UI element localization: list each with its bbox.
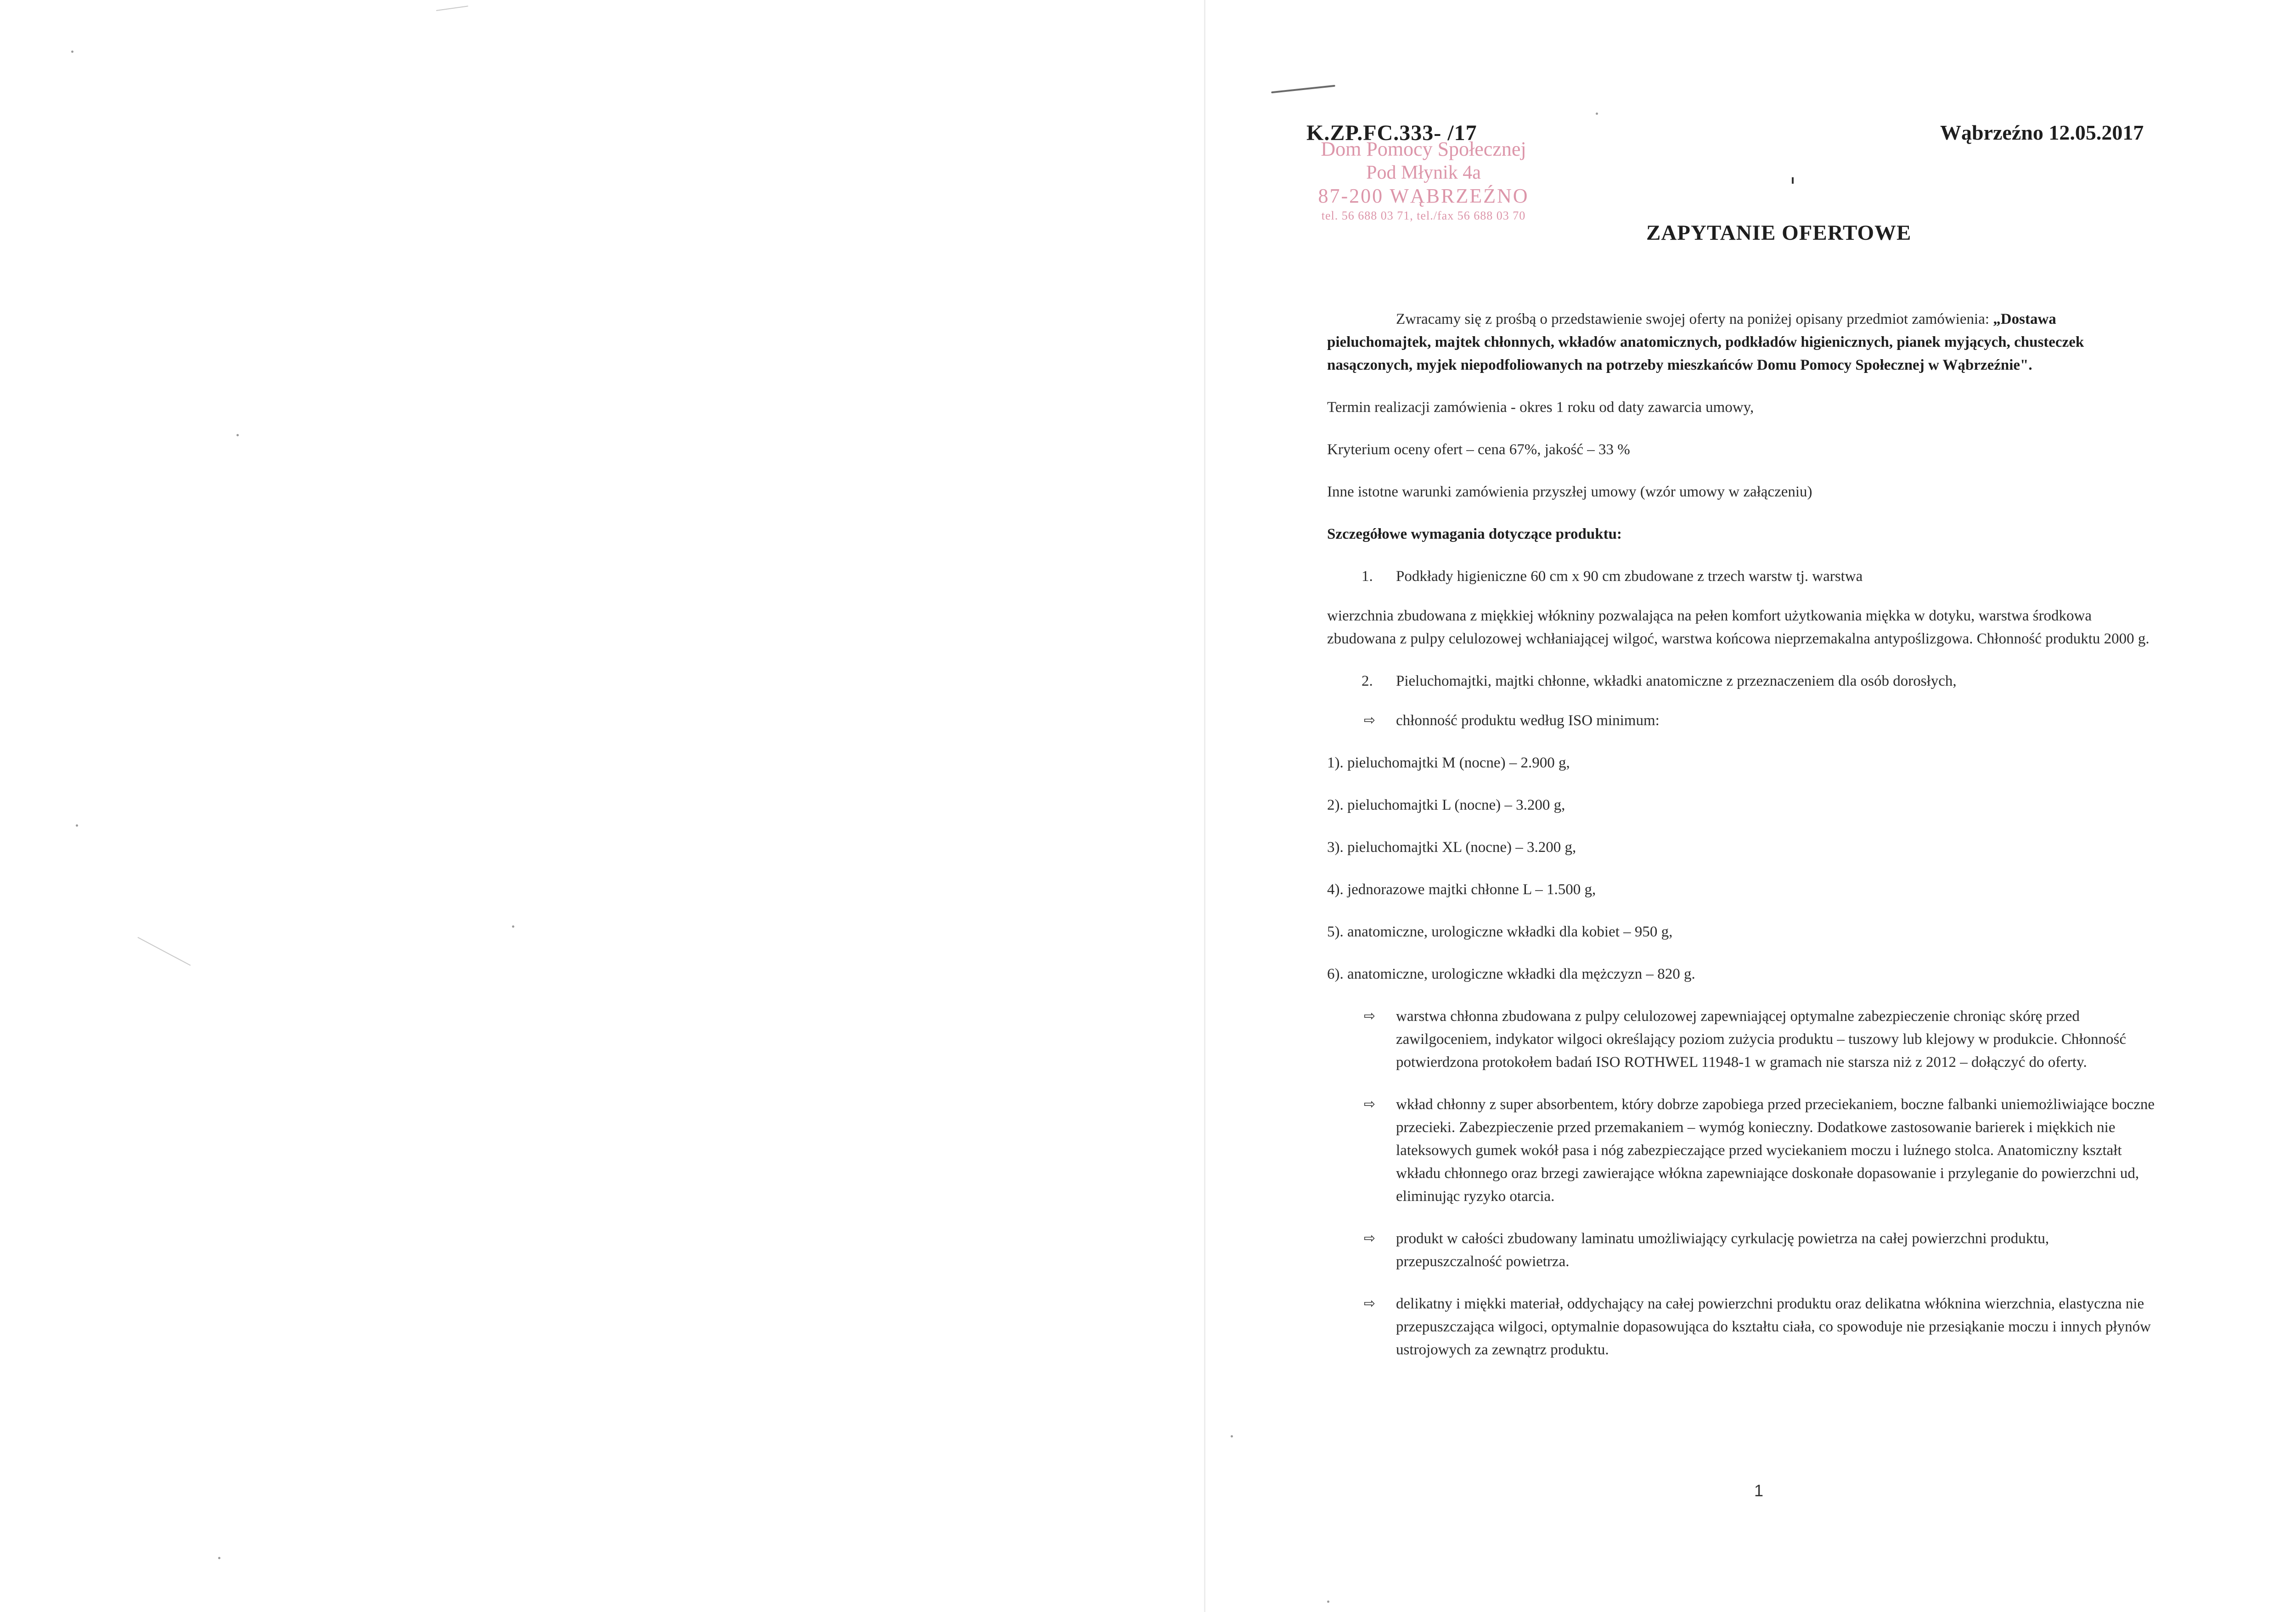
requirement-item-2: [1327, 670, 2158, 693]
stamp-line-street: Pod Młynik 4a: [1366, 162, 1481, 183]
stamp-line-city: 87-200 WĄBRZEŹNO: [1318, 185, 1529, 207]
bullet-text: delikatny i miękki materiał, oddychający na całej powierzchni produktu oraz delikatna włóknina wierzchnia, elastyczna nie przepuszczająca wilgoci, optymalnie dopasowująca do kształtu ciała, co spowoduje nie przesiąkanie moczu i innych płynów ustrojowych za zewnątrz produktu.: [1396, 1296, 2151, 1358]
arrow-bullet-icon: ⇨: [1364, 1230, 1376, 1246]
scan-speck: [236, 434, 239, 436]
material-bullet: [1327, 1292, 2158, 1361]
intro-subject: „Dostawa pieluchomajtek, majtek chłonnych, wkładów anatomicznych, podkładów higienicznych, pianek myjących, chusteczek nasączonych, myjek niepodfoliowanych na potrzeby mieszkańców Domu Pomocy Społecznej w Wąbrzeźnie".: [1327, 311, 2084, 373]
arrow-bullet-icon: ⇨: [1364, 1096, 1376, 1112]
intro-paragraph: [1327, 308, 2158, 377]
layer-bullet: [1327, 1005, 2158, 1074]
bullet-text: produkt w całości zbudowany laminatu umożliwiający cyrkulację powietrza na całej powierzchni produktu, przepuszczalność powietrza.: [1396, 1230, 2049, 1270]
page-number: 1: [1754, 1481, 1764, 1500]
arrow-bullet-icon: ⇨: [1364, 1008, 1376, 1024]
item-text: Podkłady higieniczne 60 cm x 90 cm zbudowane z trzech warstw tj. warstwa: [1396, 568, 1863, 585]
reference-number: K.ZP.FC.333- /17: [1306, 121, 1477, 145]
absorbency-bullet: [1327, 709, 2158, 732]
criteria-line: Kryterium oceny ofert – cena 67%, jakość – 33 %: [1327, 441, 1630, 458]
document-body: [1327, 308, 2158, 1381]
requirement-item-1: [1327, 565, 2158, 588]
stamp-line-name: Dom Pomocy Społecznej: [1321, 138, 1526, 160]
scan-speck: [1231, 1435, 1233, 1437]
pen-tick: [1792, 177, 1794, 184]
bullet-text: wkład chłonny z super absorbentem, który dobrze zapobiega przed przeciekaniem, boczne falbanki uniemożliwiające boczne przecieki. Zabezpieczenie przed przemakaniem – wymóg konieczny. Dodatkowe zastosowanie barierek i miękkich nie lateksowych gumek wokół pasa i nóg zabezpieczające przed wyciekaniem moczu i luźnego stolca. Anatomiczny kształt wkładu chłonnego oraz brzegi zawierające włókna zapewniające doskonałe dopasowanie i przyleganie do powierzchni ud, eliminując ryzyko otarcia.: [1396, 1096, 2155, 1205]
arrow-bullet-icon: ⇨: [1364, 712, 1376, 728]
item-number: 2.: [1362, 673, 1373, 689]
intro-plain: Zwracamy się z prośbą o przedstawienie swojej oferty na poniżej opisany przedmiot zamówienia:: [1396, 311, 1993, 327]
absorbency-item: 5). anatomiczne, urologiczne wkładki dla kobiet – 950 g,: [1327, 924, 1673, 940]
absorbency-item: 4). jednorazowe majtki chłonne L – 1.500 g,: [1327, 881, 1596, 898]
scan-speck: [1327, 1601, 1329, 1603]
item-text: Pieluchomajtki, majtki chłonne, wkładki anatomiczne z przeznaczeniem dla osób dorosłych,: [1396, 673, 1957, 689]
item-number: 1.: [1362, 568, 1373, 585]
item-1-continuation: wierzchnia zbudowana z miękkiej włókniny pozwalająca na pełen komfort użytkowania miękka w dotyku, warstwa środkowa zbudowana z pulpy celulozowej wchłaniającej wilgoć, warstwa końcowa nieprzemakalna antypoślizgowa. Chłonność produktu 2000 g.: [1327, 608, 2150, 647]
absorbency-item: 1). pieluchomajtki M (nocne) – 2.900 g,: [1327, 755, 1570, 771]
requirements-heading: Szczegółowe wymagania dotyczące produktu:: [1327, 526, 1622, 542]
pen-mark: [1271, 85, 1335, 94]
place-date: Wąbrzeźno 12.05.2017: [1940, 121, 2144, 144]
absorbency-list: [1327, 751, 2158, 986]
scan-speck: [1596, 113, 1598, 115]
page-edge: [1204, 0, 1205, 1612]
scan-speck: [76, 824, 78, 827]
document-title: ZAPYTANIE OFERTOWE: [1646, 221, 1912, 245]
arrow-bullet-icon: ⇨: [1364, 1296, 1376, 1312]
term-line: Termin realizacji zamówienia - okres 1 roku od daty zawarcia umowy,: [1327, 399, 1754, 416]
institution-stamp: [1286, 138, 1561, 224]
laminate-bullet: [1327, 1227, 2158, 1273]
scan-speck: [218, 1557, 220, 1559]
conditions-line: Inne istotne warunki zamówienia przyszłej umowy (wzór umowy w załączeniu): [1327, 484, 1812, 500]
insert-bullet: [1327, 1093, 2158, 1208]
absorbency-item: 6). anatomiczne, urologiczne wkładki dla mężczyzn – 820 g.: [1327, 966, 1695, 982]
bullet-text: warstwa chłonna zbudowana z pulpy celulozowej zapewniającej optymalne zabezpieczenie chroniąc skórę przed zawilgoceniem, indykator wilgoci określający poziom zużycia produktu – tuszowy lub klejowy w produkcie. Chłonność potwierdzona protokołem badań ISO ROTHWEL 11948-1 w gramach nie starsza niż z 2012 – dołączyć do oferty.: [1396, 1008, 2127, 1071]
scan-speck: [71, 51, 73, 53]
scan-speck: [512, 925, 514, 928]
stamp-line-phone: tel. 56 688 03 71, tel./fax 56 688 03 70: [1321, 209, 1526, 222]
bullet-text: chłonność produktu według ISO minimum:: [1396, 712, 1660, 729]
absorbency-item: 2). pieluchomajtki L (nocne) – 3.200 g,: [1327, 797, 1565, 813]
absorbency-item: 3). pieluchomajtki XL (nocne) – 3.200 g,: [1327, 839, 1576, 856]
